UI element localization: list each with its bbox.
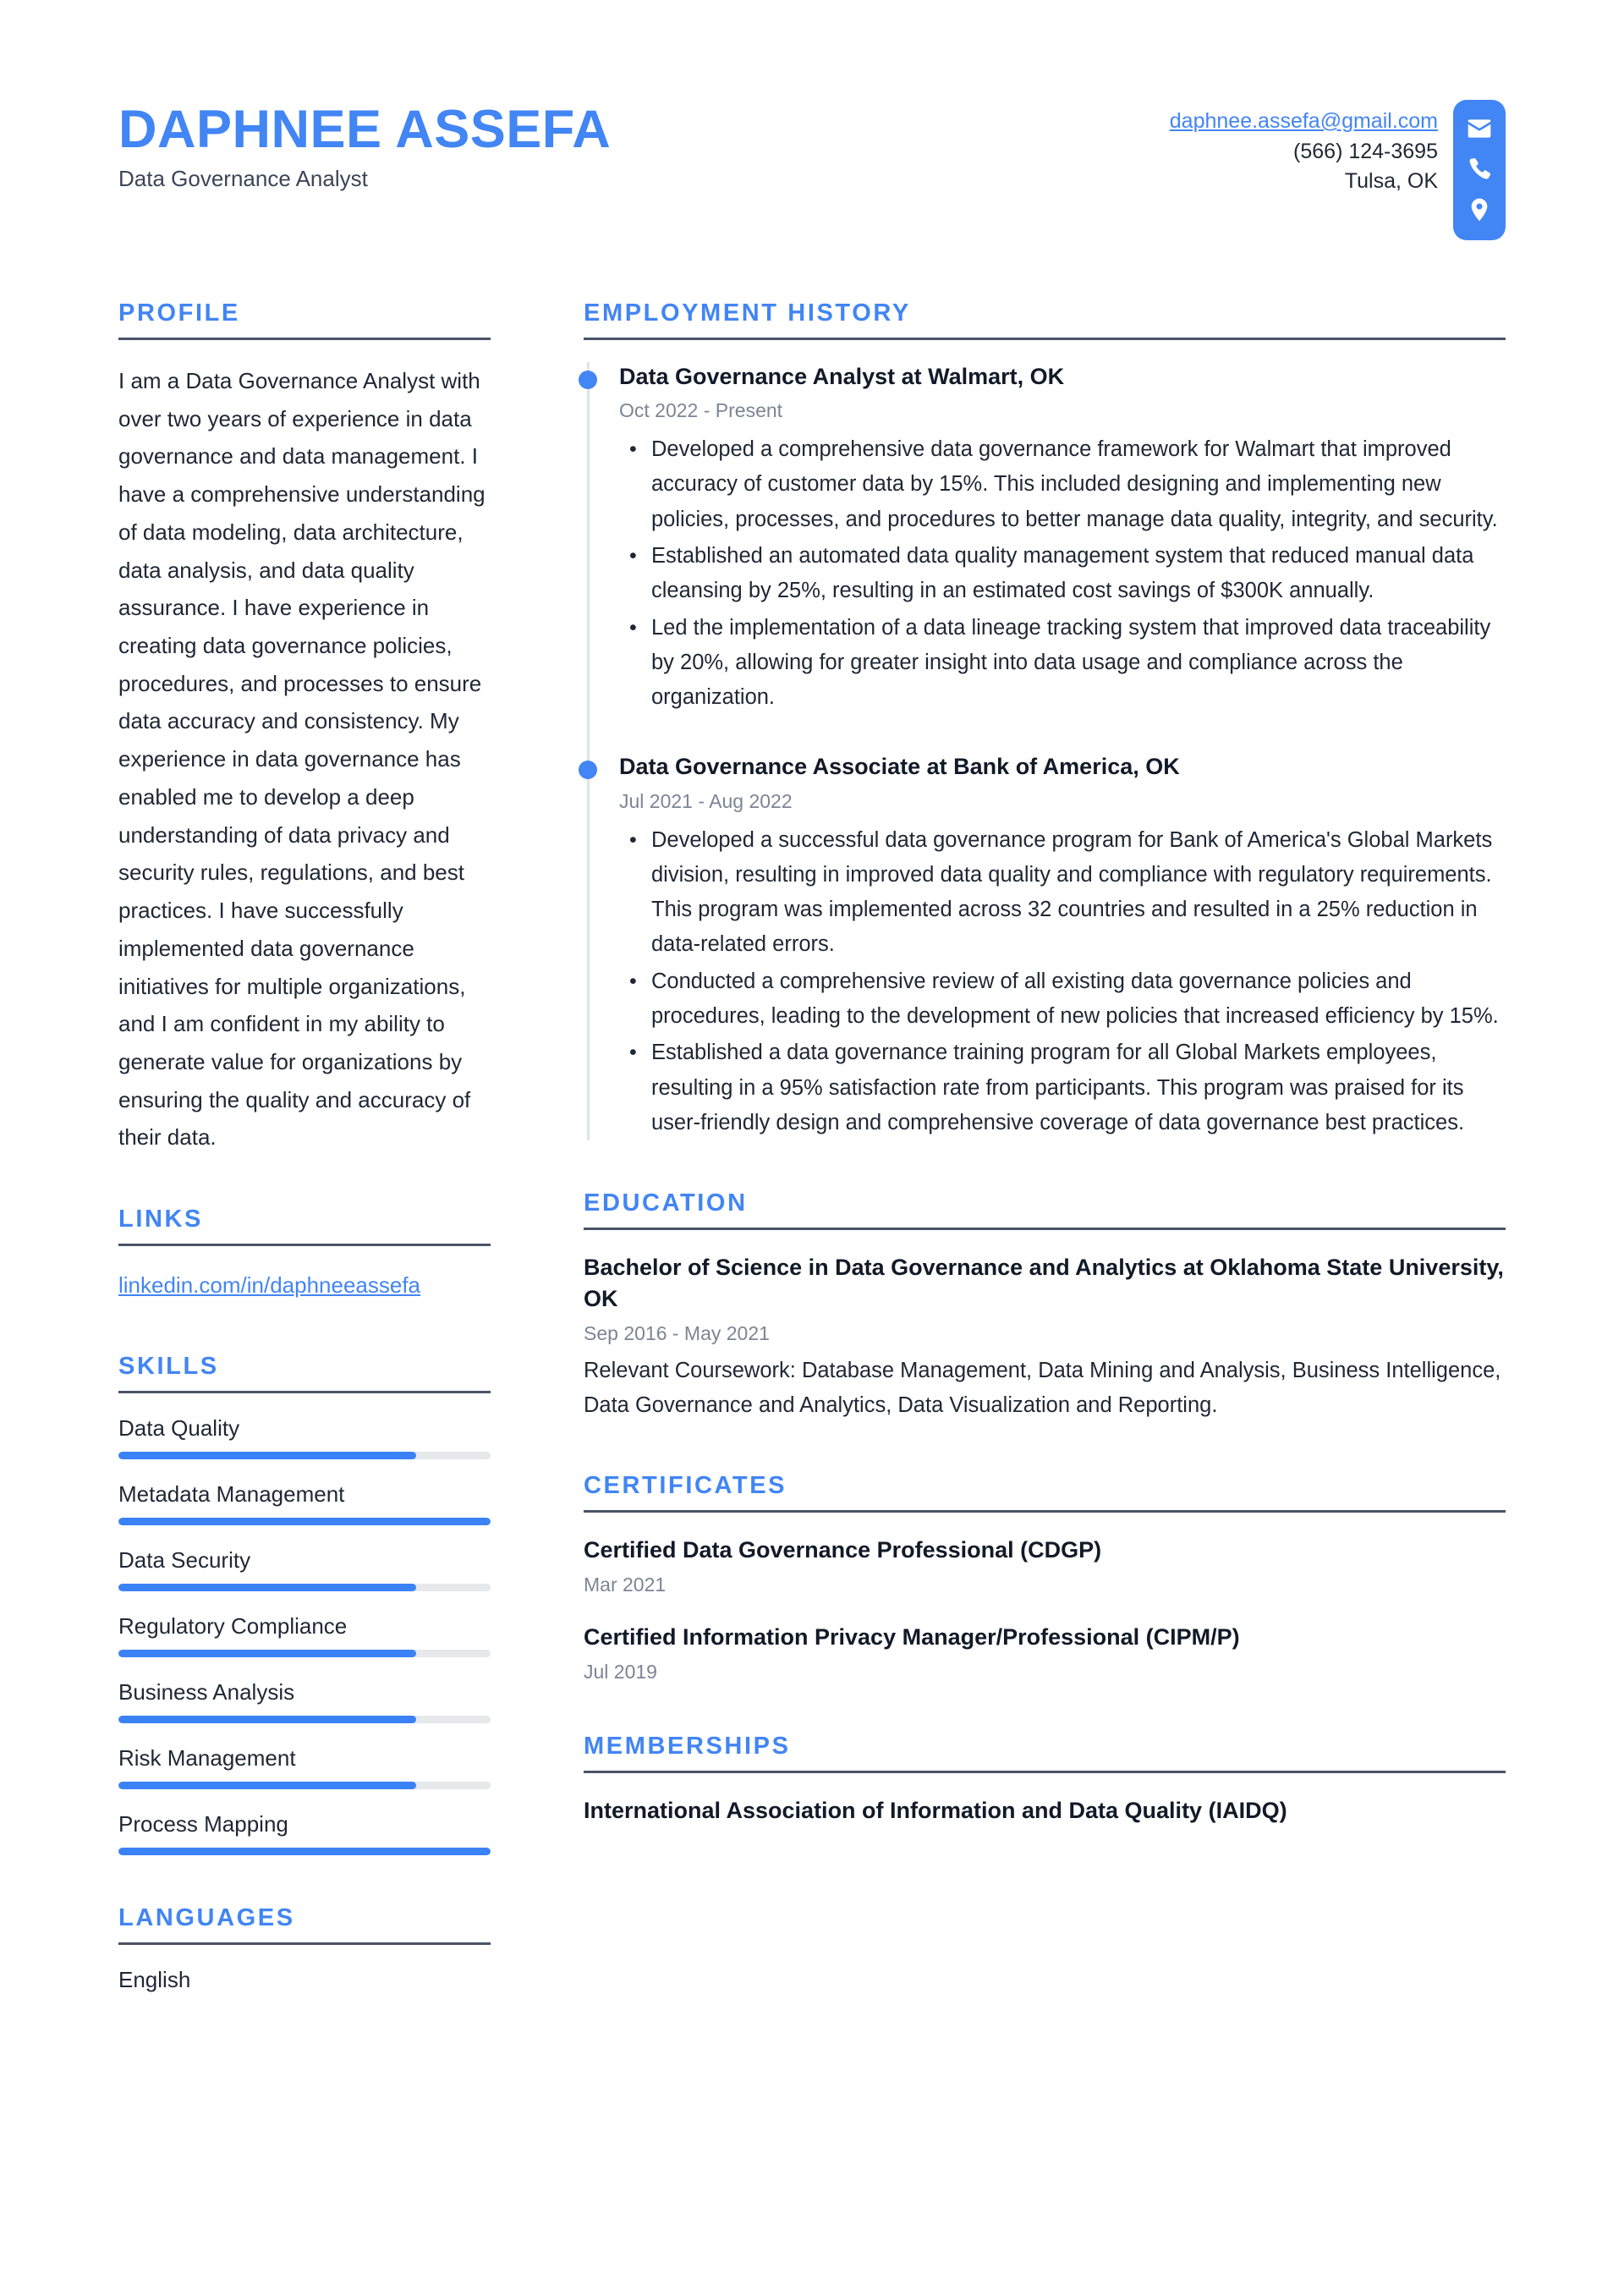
section-heading-employment: EMPLOYMENT HISTORY [584,299,911,327]
education-entry [584,1252,1506,1423]
section-heading-skills: SKILLS [118,1352,219,1380]
skill-progress-fill [118,1848,491,1855]
skill-progress-track [118,1782,491,1789]
section-divider [118,1942,491,1945]
location-text: Tulsa, OK [1344,169,1438,193]
education-degree: Bachelor of Science in Data Governance and Analytics at Oklahoma State University, OK [584,1255,1504,1311]
section-employment-history [584,299,1506,1140]
job-dates: Jul 2021 - Aug 2022 [619,789,793,812]
skill-item [118,1481,491,1525]
section-skills [118,1353,491,1855]
skill-progress-track [118,1716,491,1723]
section-divider [584,338,1506,340]
skill-progress-fill [118,1782,416,1789]
section-certificates [584,1472,1506,1683]
section-divider [118,1244,491,1246]
skill-progress-fill [118,1650,416,1657]
contact-icon-rail [1453,100,1506,240]
section-memberships [584,1733,1506,1826]
section-education [584,1189,1506,1423]
timeline-dot-icon [579,761,597,779]
job-bullet-list [619,823,1506,1141]
section-links [118,1206,491,1304]
skill-progress-fill [118,1584,416,1591]
resume-header [118,81,1506,274]
section-profile [118,299,491,1156]
skill-item [118,1547,491,1591]
section-divider [118,1391,491,1393]
skill-label: Metadata Management [118,1480,345,1507]
job-bullet: • Developed a successful data governance program for Bank of America's Global Markets division, resulting in improved data quality and compliance with regulatory requirements. This program was implemented across 32 countries and resulted in a 25% reduction in data-related errors. [651,823,1506,963]
education-dates: Sep 2016 - May 2021 [584,1321,770,1344]
certificate-name: Certified Information Privacy Manager/Professional (CIPM/P) [584,1623,1240,1650]
employment-entry [619,752,1506,1140]
section-heading-profile: PROFILE [118,299,240,327]
section-divider [584,1510,1506,1513]
skill-label: Regulatory Compliance [118,1612,348,1639]
skill-progress-track [118,1518,491,1525]
section-heading-memberships: MEMBERSHIPS [584,1732,791,1760]
profile-summary-text: I am a Data Governance Analyst with over two years of experience in data governance and data management. I have a comprehensive understanding of data modeling, data architecture, data analysis, and data quality assurance. I have experience in creating data governance policies, procedures, and processes to ensure data accuracy and consistency. My experience in data governance has enabled me to develop a deep understanding of data privacy and security rules, regulations, and best practices. I have successfully implemented data governance initiatives for multiple organizations, and I am confident in my ability to generate value for organizations by ensuring the quality and accuracy of their data. [118,368,486,1151]
phone-text: (566) 124-3695 [1293,139,1438,163]
job-dates: Oct 2022 - Present [619,399,783,422]
candidate-name: DAPHNEE ASSEFA [118,100,612,159]
section-divider [118,338,491,340]
job-bullet-list [619,432,1506,715]
skill-progress-track [118,1848,491,1855]
job-title: Data Governance Associate at Bank of America, OK [619,754,1180,780]
contact-details [1170,100,1438,197]
sidebar-column [118,299,550,2042]
skill-progress-fill [118,1452,416,1459]
link-item-linkedin[interactable]: linkedin.com/in/daphneeassefa [118,1272,421,1299]
candidate-job-title: Data Governance Analyst [118,166,368,192]
main-column [550,299,1506,1875]
timeline-dot-icon [579,371,597,389]
skill-item [118,1679,491,1723]
job-bullet: • Developed a comprehensive data governance framework for Walmart that improved accuracy of customer data by 15%. This included designing and implementing new policies, processes, and procedures to better manage data quality, integrity, and security. [651,432,1506,537]
skill-progress-track [118,1584,491,1591]
section-heading-links: LINKS [118,1206,203,1233]
certificate-name: Certified Data Governance Professional (CDGP) [584,1537,1102,1563]
section-heading-languages: LANGUAGES [118,1903,295,1931]
membership-name: International Association of Information and Data Quality (IAIDQ) [584,1797,1287,1823]
section-divider [584,1771,1506,1773]
skill-item [118,1745,491,1789]
location-pin-icon [1466,196,1493,223]
envelope-icon [1466,115,1493,142]
skill-progress-track [118,1650,491,1657]
identity-block [118,81,611,192]
skill-label: Risk Management [118,1744,296,1771]
skill-progress-track [118,1452,491,1459]
certificate-date: Mar 2021 [584,1573,667,1596]
skill-progress-fill [118,1716,416,1723]
employment-timeline [584,362,1506,1140]
certificate-date: Jul 2019 [584,1660,657,1683]
language-item: English [118,1966,191,1992]
job-bullet: • Established a data governance training program for all Global Markets employees, resulting in a 95% satisfaction rate from participants. This program was praised for its user-friendly design and comprehensive coverage of data governance best practices. [651,1035,1506,1140]
certificate-entry [584,1535,1506,1596]
email-link[interactable]: daphnee.assefa@gmail.com [1169,109,1438,133]
contact-block [1170,81,1506,240]
skill-item [118,1811,491,1855]
skill-label: Business Analysis [118,1678,295,1705]
job-title: Data Governance Analyst at Walmart, OK [619,364,1065,389]
section-languages [118,1904,491,1993]
education-description: Relevant Coursework: Database Management, Data Mining and Analysis, Business Intelligence, Data Governance and Analytics, Data Visualization and Reporting. [584,1358,1501,1417]
skill-label: Data Security [118,1546,251,1573]
section-heading-certificates: CERTIFICATES [584,1472,787,1500]
job-bullet: • Established an automated data quality management system that reduced manual data cleansing by 25%, resulting in an estimated cost savings of $300K annually. [651,539,1506,609]
skill-label: Process Mapping [118,1810,288,1837]
skill-item [118,1415,491,1459]
phone-icon [1466,156,1493,183]
skill-progress-fill [118,1518,491,1525]
section-heading-education: EDUCATION [584,1189,748,1217]
section-divider [584,1228,1506,1230]
skill-label: Data Quality [118,1414,240,1441]
certificate-entry [584,1622,1506,1684]
job-bullet: • Led the implementation of a data lineage tracking system that improved data traceability by 20%, allowing for greater insight into data usage and compliance across the organization. [651,611,1506,716]
employment-entry [619,362,1506,715]
resume-body [118,299,1506,2042]
job-bullet: • Conducted a comprehensive review of all existing data governance policies and procedures, leading to the development of new policies that increased efficiency by 15%. [651,964,1506,1035]
skill-item [118,1613,491,1657]
